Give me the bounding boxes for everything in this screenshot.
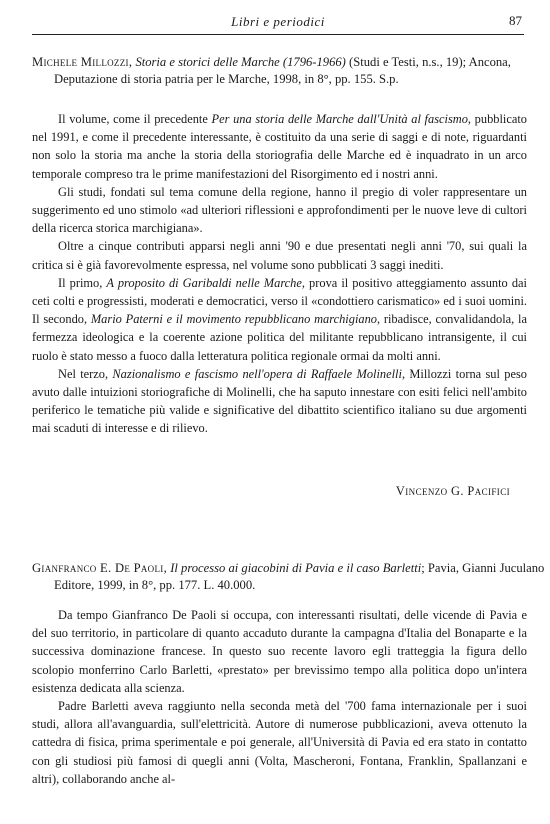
review2-body bbox=[32, 606, 527, 788]
review1-paragraph-5: Nel terzo, Nazionalismo e fascismo nell'opera di Raffaele Molinelli, Millozzi torna sul peso avuto dalle intuizioni storiografiche di Molinelli, che ha saputo innestare con esiti felici nell'ambito periferico le tematiche più valide e significative del dibattito scientifico italiano su due argomenti mai scaduti di interesse e di rilievo. bbox=[32, 366, 527, 436]
cited-title: Per una storia delle Marche dall'Unità al fascismo bbox=[211, 112, 468, 126]
running-title: Libri e periodici bbox=[231, 14, 325, 29]
review1-paragraph-2: Gli studi, fondati sul tema comune della regione, hanno il pregio di voler rappresentare un suggerimento ed uno stimolo «ad ulteriori riflessioni e approfondimenti per le nuove leve di cultori della ricerca storica marchigiana». bbox=[32, 184, 527, 236]
review2-paragraph-1: Da tempo Gianfranco De Paoli si occupa, con interessanti risultati, delle vicende di Pavia e del suo territorio, in particolare di quanto accaduto durante la campagna d'Italia del Bonaparte e la successiva dominazione francese. In questo suo recente lavoro egli tratteggia la figura dello scolopio monferrino Carlo Barletti, «prestato» per brevissimo tempo alla politica dopo un'intera esistenza dedicata alla scienza. bbox=[32, 608, 527, 695]
cited-title: Mario Paterni e il movimento repubblicano marchigiano bbox=[90, 312, 377, 327]
running-head bbox=[32, 12, 524, 35]
review1-body bbox=[32, 110, 527, 438]
cited-title: Nazionalismo e fascismo nell'opera di Raffaele Molinelli bbox=[112, 366, 402, 381]
review1-paragraph-3: Oltre a cinque contributi apparsi negli anni '90 e due presentati negli anni '70, sui quali la critica si è già favorevolmente espressa, nel volume sono pubblicati 3 saggi inediti. bbox=[32, 239, 527, 272]
review2-author: Gianfranco E. De Paoli, bbox=[32, 561, 168, 575]
review1-paragraph-4: Il primo, A proposito di Garibaldi nelle Marche, prova il positivo atteggiamento assunto dai ceti colti e progressisti, moderati e democratici, verso il «condottiero carismatico» ed i suoi uomini. Il secondo, Mario Paterni e il movimento repubblicano marchigiano, ribadisce, convalidandola, la fermezza ideologica e la coerente azione politica del militante repubblicano intransigente, il cui ruolo è stato messo a fuoco dalla letteratura politica regionale ormai da molti anni. bbox=[32, 275, 527, 363]
review1-signature: Vincenzo G. Pacifici bbox=[395, 484, 510, 498]
review2-details: ; Pavia, Gianni Juculano Editore, 1999, in 8°, pp. 177. L. 40.000. bbox=[54, 561, 545, 592]
review2-citation bbox=[32, 560, 546, 594]
review1-details: (Studi e Testi, n.s., 19); Ancona, Deputazione di storia patria per le Marche, 1998, in 8°, pp. 155. S.p. bbox=[54, 55, 511, 86]
review2-paragraph-2: Padre Barletti aveva raggiunto nella seconda metà del '700 fama internazionale per i suoi studi, allora all'avanguardia, sull'elettricità. Autore di numerose pubblicazioni, aveva ottenuto la cattedra di fisica, prima sperimentale e poi generale, all'Università di Pavia ed era stato in contatto con gli studiosi più famosi di quegli anni (Volta, Mascheroni, Fontana, Franklin, Spallanzani e altri), collaborando anche al- bbox=[32, 699, 527, 786]
review1-author: Michele Millozzi, bbox=[32, 55, 133, 69]
cited-title: A proposito di Garibaldi nelle Marche bbox=[106, 275, 302, 290]
review1-title: Storia e storici delle Marche (1796-1966) bbox=[135, 55, 346, 69]
page-number: 87 bbox=[509, 13, 522, 28]
review1-paragraph-1: Il volume, come il precedente Per una storia delle Marche dall'Unità al fascismo, pubblicato nel 1991, e come il precedente interessante, è costituito da una serie di saggi e di note, riguardanti non solo la storia ma anche la storia della storiografia delle Marche ed è inquadrato in un arco temporale compreso tra le prime manifestazioni del Risorgimento ed i nostri anni. bbox=[32, 112, 527, 181]
review1-citation bbox=[32, 54, 546, 88]
review2-title: Il processo ai giacobini di Pavia e il caso Barletti bbox=[170, 561, 422, 575]
